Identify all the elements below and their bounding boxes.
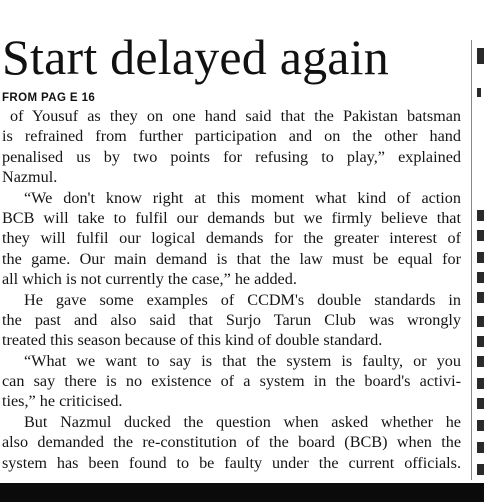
cropped-glyph (477, 210, 484, 221)
article-line: they will fulfil our logical demands for the greater interest of (2, 229, 461, 248)
cropped-glyph (477, 356, 484, 367)
article-line: the game. Our main demand is that the law must be equal for (2, 249, 461, 268)
article-line: BCB will take to fulfil our demands but we firmly believe that (2, 208, 461, 227)
article-line: treated this season because of this kind of double standard. (2, 331, 383, 350)
article-line: all which is not currently the case,” he added. (2, 270, 297, 289)
headline: Start delayed again (2, 29, 389, 85)
jump-label: FROM PAG E 16 (2, 92, 96, 104)
article-line: He gave some examples of CCDM's double standards in (24, 290, 461, 309)
article-line: of Yousuf as they on one hand said that the Pakistan batsman (10, 107, 461, 125)
article-line: system has been found to be faulty under the current officials. (2, 453, 461, 472)
article-line: the past and also said that Surjo Tarun Club was wrongly (2, 310, 461, 329)
cropped-glyph (477, 292, 484, 303)
column-divider (471, 40, 472, 480)
cropped-glyph (477, 398, 484, 409)
article-line: “We don't know right at this moment what kind of action (24, 188, 461, 207)
adjacent-column-edge (477, 40, 484, 480)
cropped-glyph (477, 88, 481, 97)
cropped-glyph (477, 252, 484, 263)
cropped-glyph (477, 48, 484, 64)
article-line: is refrained from further participation and on the other hand (2, 127, 461, 146)
article-line: “What we want to say is that the system is faulty, or you (24, 351, 461, 370)
article-body (2, 106, 461, 473)
cropped-glyph (477, 442, 484, 453)
cropped-glyph (477, 464, 484, 475)
cropped-glyph (477, 230, 484, 241)
cropped-glyph (477, 420, 484, 431)
article-line: also demanded the re-constitution of the board (BCB) when the (2, 433, 461, 452)
article-line: can say there is no existence of a system in the board's activi- (2, 372, 461, 391)
article-line: Nazmul. (2, 168, 58, 187)
scan-bottom-edge (0, 483, 484, 502)
cropped-glyph (477, 272, 484, 283)
article-line: penalised us by two points for refusing to play,” explained (2, 147, 461, 166)
cropped-glyph (477, 336, 484, 347)
cropped-glyph (477, 378, 484, 389)
article-line: But Nazmul ducked the question when asked whether he (24, 412, 461, 431)
article-line: ties,” he criticised. (2, 392, 123, 411)
cropped-glyph (477, 316, 484, 327)
